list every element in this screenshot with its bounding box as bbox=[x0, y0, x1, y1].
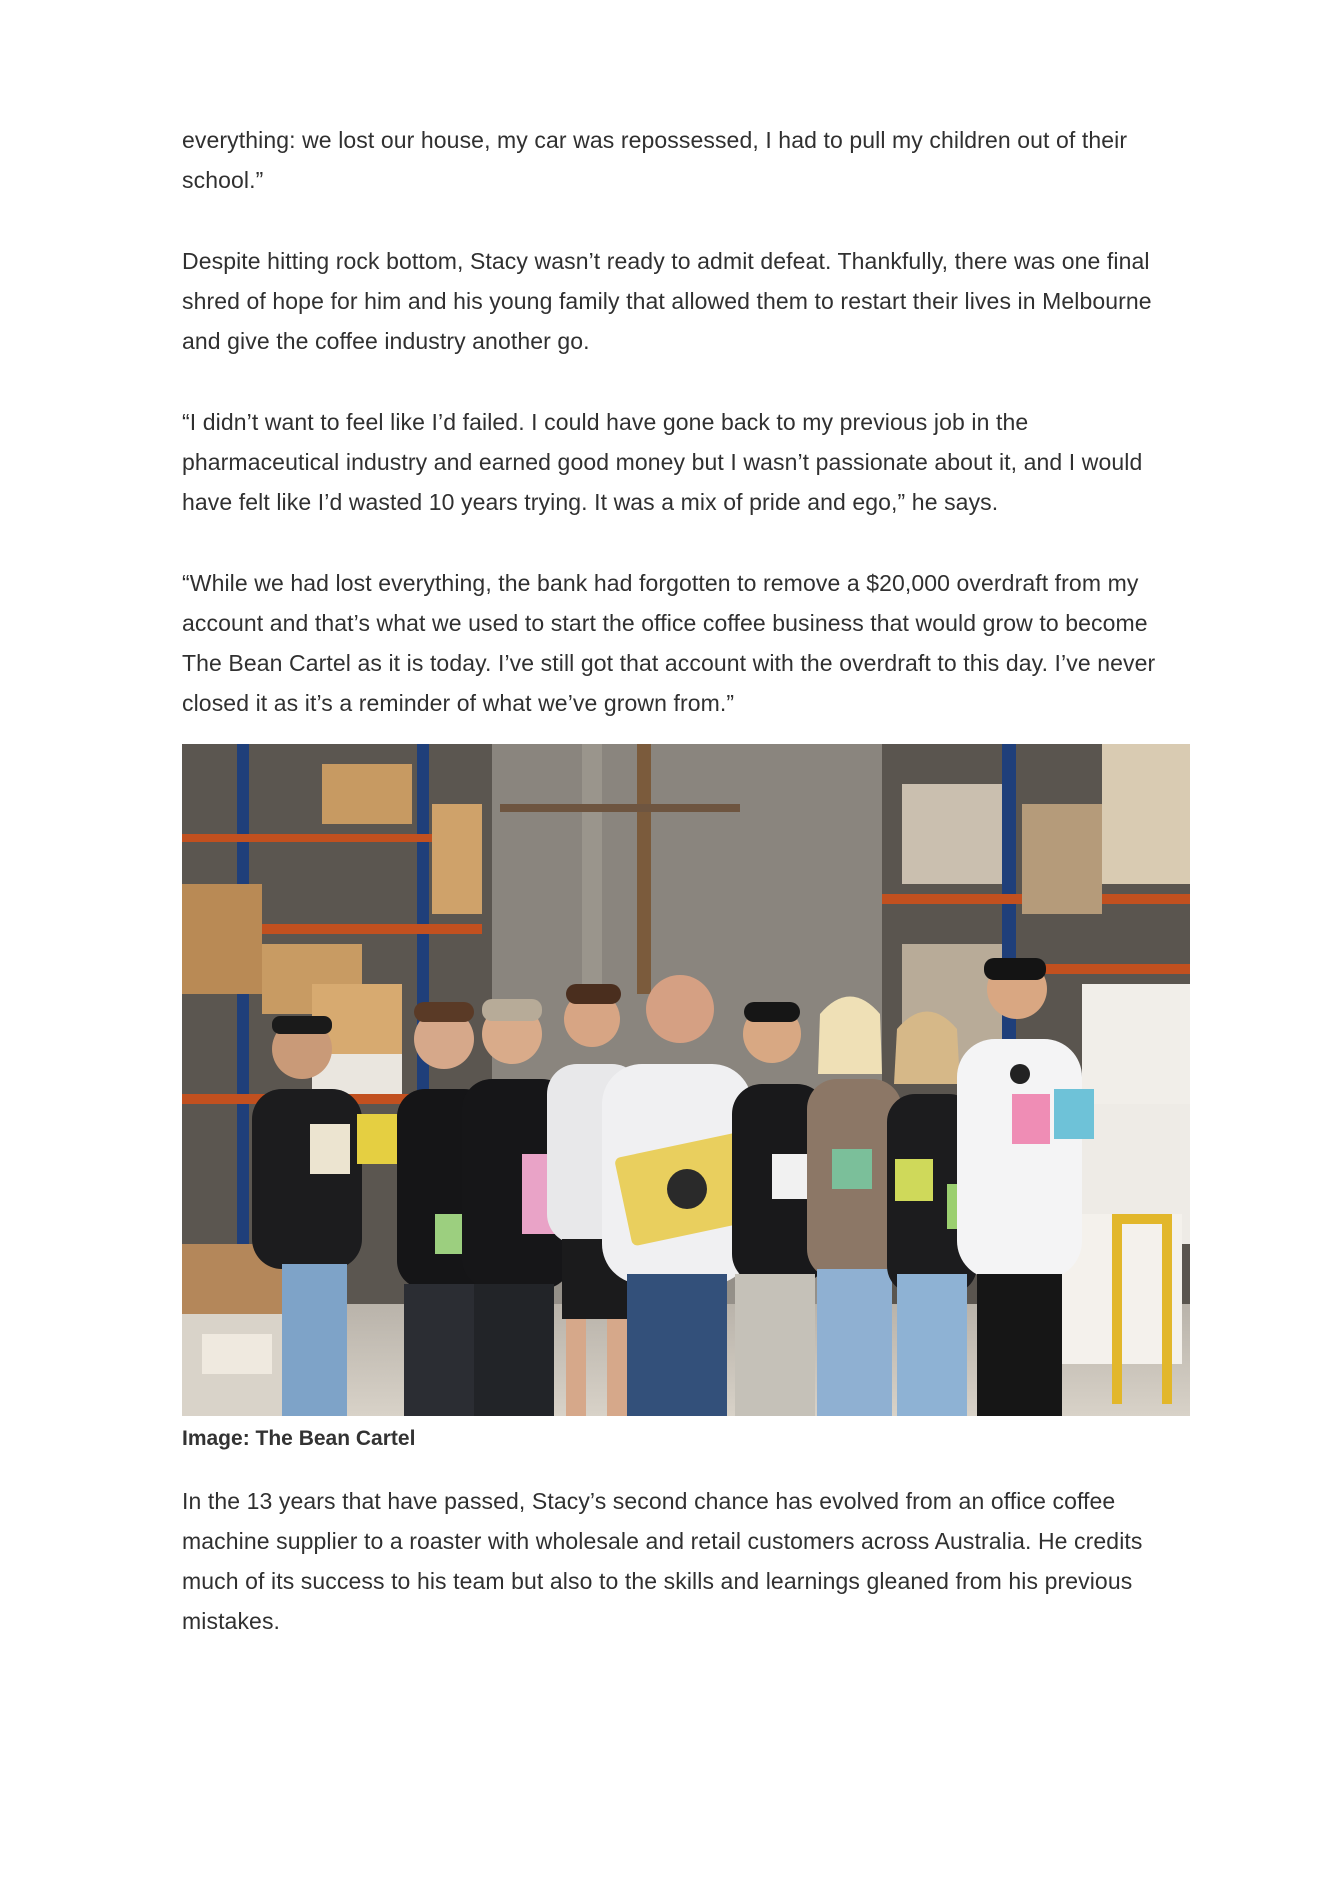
paragraph-2: Despite hitting rock bottom, Stacy wasn’t ready to admit defeat. Thankfully, there was one final shred of hope for him and his young family that allowed them to restart their lives in Melbourne and give the coffee industry another go. bbox=[182, 248, 1152, 354]
paragraph-1: everything: we lost our house, my car was repossessed, I had to pull my children out of their school.” bbox=[182, 127, 1128, 193]
article-figure bbox=[182, 744, 1192, 1454]
paragraph-3: “I didn’t want to feel like I’d failed. I could have gone back to my previous job in the pharmaceutical industry and earned good money but I wasn’t passionate about it, and I would have felt like I’d wasted 10 years trying. It was a mix of pride and ego,” he says. bbox=[182, 409, 1143, 515]
article-body bbox=[182, 120, 1192, 1641]
paragraph-4: “While we had lost everything, the bank had forgotten to remove a $20,000 overdraft from my account and that’s what we used to start the office coffee business that would grow to become The Bean Cartel as it is today. I’ve still got that account with the overdraft to this day. I’ve never closed it as it’s a reminder of what we’ve grown from.” bbox=[182, 570, 1156, 716]
paragraph-5: In the 13 years that have passed, Stacy’s second chance has evolved from an office coffee machine supplier to a roaster with wholesale and retail customers across Australia. He credits much of its success to his team but also to the skills and learnings gleaned from his previous mistakes. bbox=[182, 1488, 1143, 1634]
team-photo-illustration bbox=[182, 744, 1190, 1416]
team-photo bbox=[182, 744, 1190, 1416]
image-caption: Image: The Bean Cartel bbox=[182, 1427, 416, 1450]
